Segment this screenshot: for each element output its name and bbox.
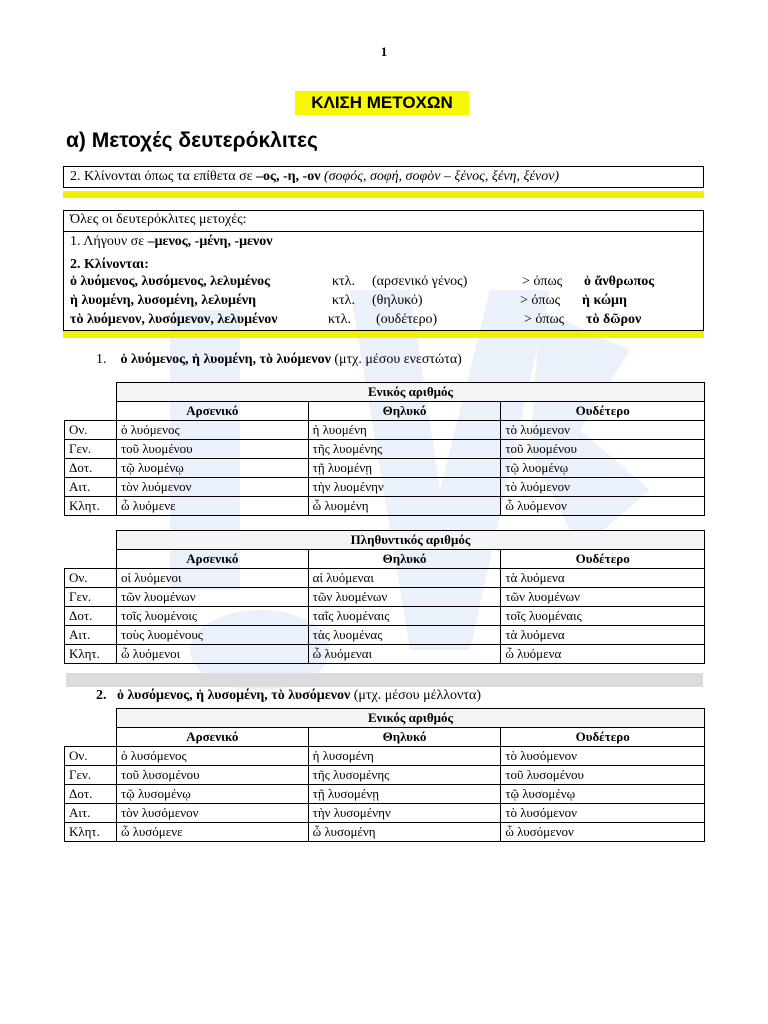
table-row <box>65 588 705 607</box>
table-row <box>65 766 705 785</box>
cell: ὦ λυσόμενον <box>501 823 705 842</box>
section-forms: ὁ λυόμενος, ἡ λυομένη, τὸ λυόμενον <box>120 352 331 367</box>
cell: τῇ λυομένῃ <box>308 459 501 478</box>
gender-text: (θηλυκό) <box>372 293 423 308</box>
table-row <box>65 804 705 823</box>
table-row <box>65 747 705 766</box>
ktl-text: κτλ. <box>332 293 355 308</box>
section-note: (μτχ. μέσου ενεστώτα) <box>330 352 462 367</box>
like-text: > όπως <box>524 312 565 327</box>
cell: τὸ λυόμενον <box>501 478 705 497</box>
table-row <box>65 645 705 664</box>
case-label: Ον. <box>65 747 117 766</box>
cell: τοῦ λυσομένου <box>116 766 308 785</box>
cell: τῆς λυσομένης <box>308 766 501 785</box>
cell: ὦ λυσόμενε <box>116 823 308 842</box>
cell: τὴν λυομένην <box>308 478 501 497</box>
case-label: Κλητ. <box>65 823 117 842</box>
rule-endings: –ος, -η, -ον <box>256 169 321 184</box>
case-label: Γεν. <box>65 588 117 607</box>
cell: τοῦ λυομένου <box>116 440 308 459</box>
cell: ὦ λυόμεναι <box>308 645 501 664</box>
cell: τοῖς λυομένοις <box>116 607 308 626</box>
cell: τῆς λυομένης <box>308 440 501 459</box>
col-header-masculine: Αρσενικό <box>116 402 308 421</box>
table-title: Ενικός αριθμός <box>116 383 704 402</box>
cell: τὸ λυόμενον <box>501 421 705 440</box>
info-row-masculine <box>70 274 270 290</box>
info-divider <box>64 231 703 232</box>
case-label: Γεν. <box>65 766 117 785</box>
forms-text: τὸ λυόμενον, λυσόμενον, λελυμένον <box>70 312 278 327</box>
case-label: Κλητ. <box>65 497 117 516</box>
table-row <box>65 785 705 804</box>
rule-examples: (σοφός, σοφή, σοφὸν – ξένος, ξένη, ξένον) <box>320 169 560 184</box>
cell: τῷ λυσομένῳ <box>501 785 705 804</box>
case-label: Δοτ. <box>65 607 117 626</box>
cell: οἱ λυόμενοι <box>116 569 308 588</box>
cell: τὸν λυόμενον <box>116 478 308 497</box>
info-box <box>63 210 704 331</box>
section-forms: ὁ λυσόμενος, ἡ λυσομένη, τὸ λυσόμενον <box>117 688 351 703</box>
table-row <box>65 459 705 478</box>
table-row <box>65 626 705 645</box>
table-row <box>65 421 705 440</box>
col-header-feminine: Θηλυκό <box>308 402 501 421</box>
cell: ὦ λυομένη <box>308 497 501 516</box>
cell: τῶν λυομένων <box>308 588 501 607</box>
cell: τὰς λυομένας <box>308 626 501 645</box>
table-row <box>65 478 705 497</box>
gender-text: (αρσενικό γένος) <box>372 274 468 289</box>
col-header-feminine: Θηλυκό <box>308 550 501 569</box>
info-row-neuter <box>70 312 278 328</box>
model-text: ἡ κώμη <box>582 293 627 308</box>
table-row <box>65 823 705 842</box>
page-number: 1 <box>380 44 388 59</box>
cell: ὦ λυσομένη <box>308 823 501 842</box>
cell: ὁ λυσόμενος <box>116 747 308 766</box>
col-header-masculine: Αρσενικό <box>116 728 308 747</box>
table-title: Πληθυντικός αριθμός <box>116 531 704 550</box>
cell: τοῖς λυομέναις <box>501 607 705 626</box>
case-label: Κλητ. <box>65 645 117 664</box>
cell: τὴν λυσομένην <box>308 804 501 823</box>
cell: ἡ λυομένη <box>308 421 501 440</box>
info-header: Όλες οι δευτερόκλιτες μετοχές: <box>70 212 247 227</box>
cell: ὦ λυόμενον <box>501 497 705 516</box>
declension-table-singular <box>64 382 705 516</box>
rule-prefix: 2. Κλίνονται όπως τα επίθετα σε <box>70 169 257 184</box>
cell: ὦ λυόμενε <box>116 497 308 516</box>
forms-text: ἡ λυομένη, λυσομένη, λελυμένη <box>70 293 257 308</box>
model-text: τὸ δῶρον <box>586 312 642 327</box>
cell: τὸν λυσόμενον <box>116 804 308 823</box>
cell: τῷ λυομένῳ <box>501 459 705 478</box>
col-header-masculine: Αρσενικό <box>116 550 308 569</box>
cell: ταῖς λυομέναις <box>308 607 501 626</box>
cell: τῷ λυομένῳ <box>116 459 308 478</box>
like-text: > όπως <box>522 274 563 289</box>
highlight-bar <box>63 191 704 198</box>
highlight-bar <box>63 331 704 338</box>
cell: τὸ λυσόμενον <box>501 747 705 766</box>
model-text: ὁ ἄνθρωπος <box>584 274 655 289</box>
cell: τῶν λυομένων <box>116 588 308 607</box>
case-label: Γεν. <box>65 440 117 459</box>
section-note: (μτχ. μέσου μέλλοντα) <box>350 688 482 703</box>
section-heading: α) Μετοχές δευτερόκλιτες <box>66 129 318 152</box>
cell: ὦ λυόμενοι <box>116 645 308 664</box>
like-text: > όπως <box>520 293 561 308</box>
rule-box <box>63 166 704 188</box>
table-title: Ενικός αριθμός <box>116 709 704 728</box>
gender-text: (ουδέτερο) <box>376 312 438 327</box>
page-title: ΚΛΙΣΗ ΜΕΤΟΧΩΝ <box>295 91 469 115</box>
col-header-neuter: Ουδέτερο <box>501 728 705 747</box>
case-label: Δοτ. <box>65 785 117 804</box>
info-line2: 2. Κλίνονται: <box>70 257 149 272</box>
table-row <box>65 569 705 588</box>
declension-table-future <box>64 708 705 842</box>
cell: τῇ λυσομένῃ <box>308 785 501 804</box>
case-label: Αιτ. <box>65 626 117 645</box>
section2-heading <box>96 688 481 704</box>
info-line1-prefix: 1. Λήγουν σε <box>70 234 148 249</box>
case-label: Δοτ. <box>65 459 117 478</box>
cell: τὸ λυσόμενον <box>501 804 705 823</box>
col-header-neuter: Ουδέτερο <box>501 550 705 569</box>
case-label: Ον. <box>65 421 117 440</box>
table-row <box>65 440 705 459</box>
ktl-text: κτλ. <box>328 312 351 327</box>
cell: ἡ λυσομένη <box>308 747 501 766</box>
section1-heading <box>96 352 462 368</box>
case-label: Αιτ. <box>65 478 117 497</box>
col-header-neuter: Ουδέτερο <box>501 402 705 421</box>
case-label: Αιτ. <box>65 804 117 823</box>
cell: ὦ λυόμενα <box>501 645 705 664</box>
cell: τῶν λυομένων <box>501 588 705 607</box>
cell: τὰ λυόμενα <box>501 569 705 588</box>
section-number: 2. <box>96 688 107 703</box>
case-label: Ον. <box>65 569 117 588</box>
section-number: 1. <box>96 352 107 367</box>
ktl-text: κτλ. <box>332 274 355 289</box>
cell: τοὺς λυομένους <box>116 626 308 645</box>
gray-separator <box>66 673 703 687</box>
cell: τοῦ λυομένου <box>501 440 705 459</box>
forms-text: ὁ λυόμενος, λυσόμενος, λελυμένος <box>70 274 271 289</box>
info-line1-endings: –μενος, -μένη, -μενον <box>147 234 273 249</box>
cell: αἱ λυόμεναι <box>308 569 501 588</box>
table-row <box>65 497 705 516</box>
declension-table-plural <box>64 530 705 664</box>
table-row <box>65 607 705 626</box>
cell: τὰ λυόμενα <box>501 626 705 645</box>
cell: τῷ λυσομένῳ <box>116 785 308 804</box>
cell: τοῦ λυσομένου <box>501 766 705 785</box>
info-row-feminine <box>70 293 256 309</box>
col-header-feminine: Θηλυκό <box>308 728 501 747</box>
cell: ὁ λυόμενος <box>116 421 308 440</box>
